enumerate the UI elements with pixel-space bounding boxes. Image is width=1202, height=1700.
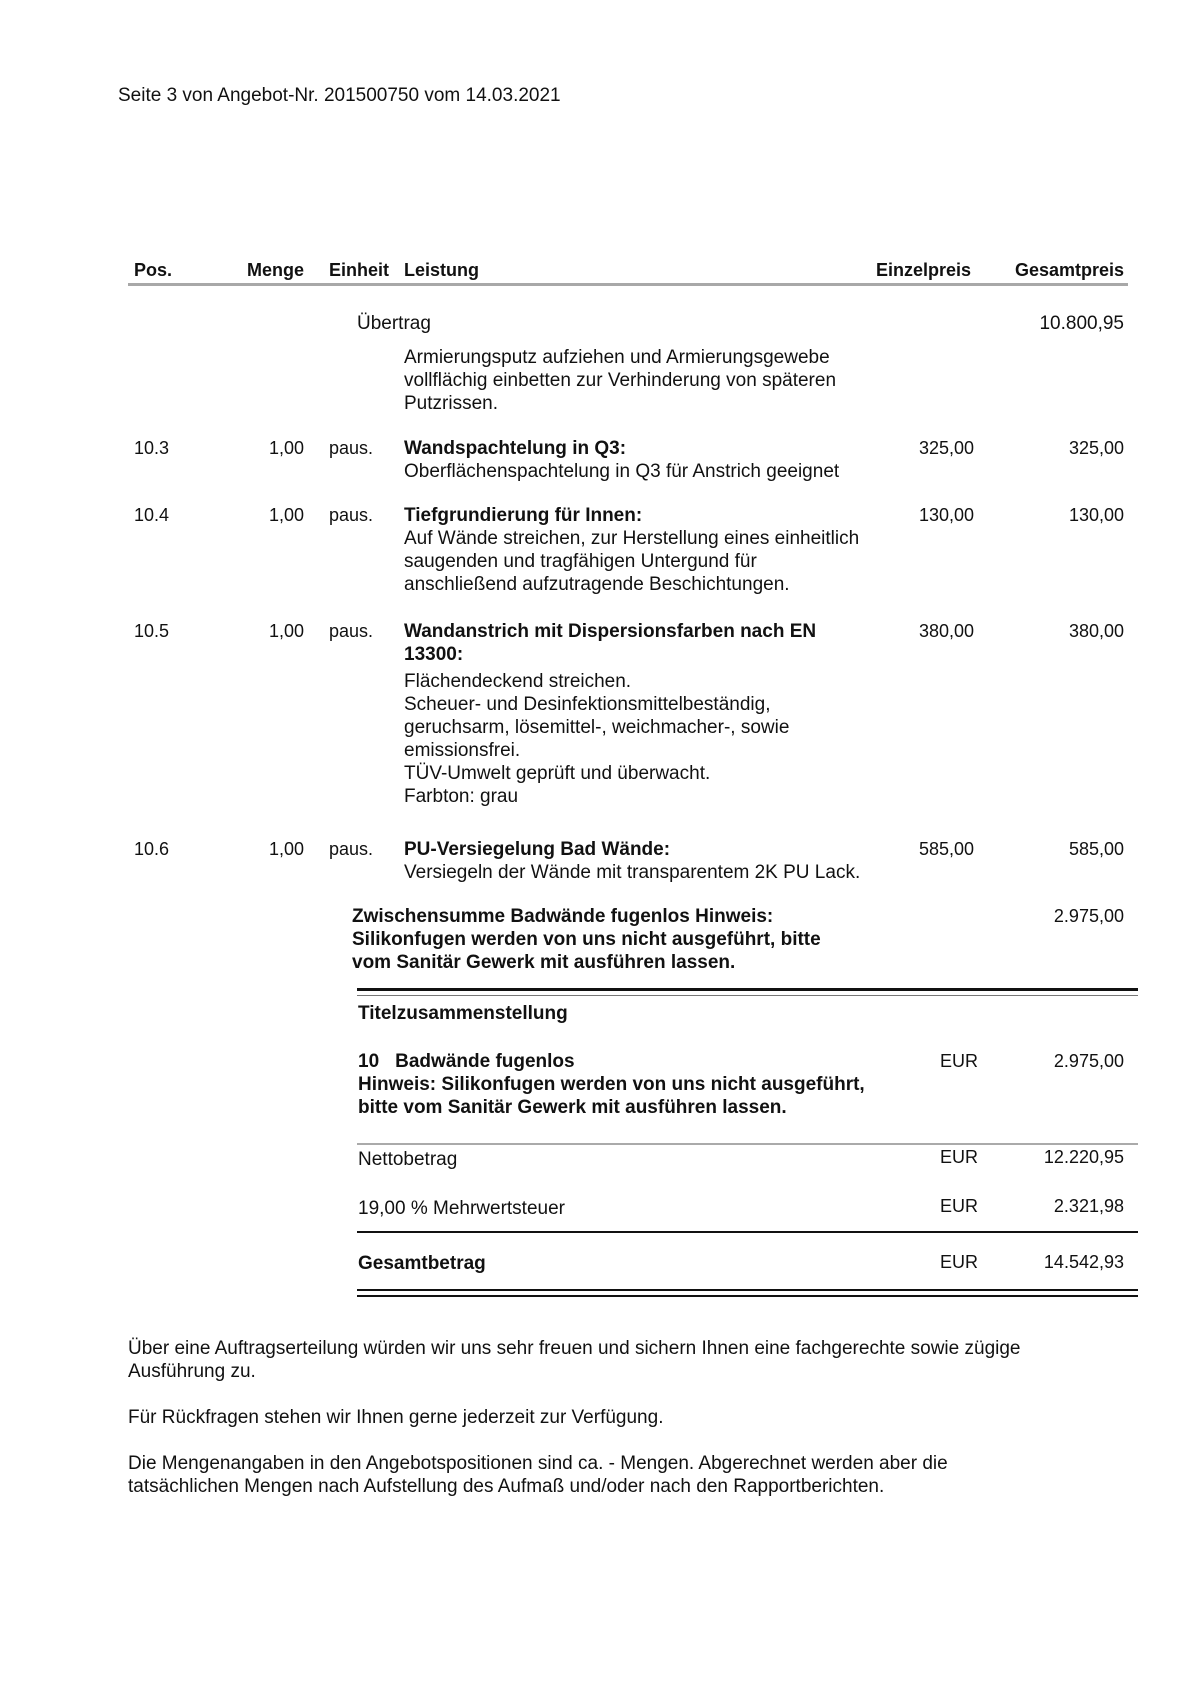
column-header-leistung: Leistung [404, 260, 479, 280]
closing-line: Für Rückfragen stehen wir Ihnen gerne jederzeit zur Verfügung. [128, 1407, 664, 1428]
carryover-value: 10.800,95 [1039, 313, 1124, 334]
net-currency: EUR [940, 1147, 979, 1167]
total-divider-top [357, 1231, 1138, 1233]
title-currency: EUR [940, 1051, 979, 1071]
net-divider [357, 1143, 1138, 1145]
closing-paragraph [128, 1452, 948, 1498]
row-leistung [404, 620, 816, 808]
row-einzelpreis: 585,00 [918, 839, 974, 859]
row-einheit: paus. [329, 621, 374, 641]
row-einzelpreis: 325,00 [918, 438, 974, 458]
row-pos: 10.3 [134, 438, 170, 458]
title-note-line: bitte vom Sanitär Gewerk mit ausführen lassen. [358, 1097, 787, 1118]
description-line: Putzrissen. [404, 393, 498, 414]
row-einheit: paus. [329, 839, 374, 859]
subtotal-line: Zwischensumme Badwände fugenlos Hinweis: [352, 906, 774, 927]
description-line: emissionsfrei. [404, 740, 521, 761]
total-value: 14.542,93 [1043, 1252, 1124, 1272]
subtotal-line: vom Sanitär Gewerk mit ausführen lassen. [352, 952, 736, 973]
summary-heading: Titelzusammenstellung [358, 1003, 568, 1024]
summary-title-row [358, 1050, 865, 1119]
vat-currency: EUR [940, 1196, 979, 1216]
closing-line: Ausführung zu. [128, 1361, 256, 1382]
net-label: Nettobetrag [358, 1149, 458, 1170]
closing-line: Die Mengenangaben in den Angebotspositionen sind ca. - Mengen. Abgerechnet werden aber die [128, 1453, 948, 1474]
subtotal-line: Silikonfugen werden von uns nicht ausgeführt, bitte [352, 929, 821, 950]
description-line: saugenden und tragfähigen Untergund für [404, 551, 757, 572]
subtotal-label [352, 905, 821, 974]
description-line: anschließend aufzutragende Beschichtungen. [404, 574, 790, 595]
row-title: PU-Versiegelung Bad Wände: [404, 839, 671, 860]
row-pos: 10.4 [134, 505, 170, 525]
row-leistung [404, 838, 860, 884]
description-line: Versiegeln der Wände mit transparentem 2K PU Lack. [404, 862, 861, 883]
column-header-einzelpreis: Einzelpreis [875, 260, 971, 280]
row-leistung [404, 504, 859, 596]
column-header-menge: Menge [246, 260, 304, 280]
description-line: Farbton: grau [404, 786, 519, 807]
page-header: Seite 3 von Angebot-Nr. 201500750 vom 14.03.2021 [118, 85, 561, 106]
row-einheit: paus. [329, 438, 374, 458]
row-einheit: paus. [329, 505, 374, 525]
closing-paragraph [128, 1337, 1021, 1383]
carryover-description [404, 346, 836, 415]
title-name: Badwände fugenlos [395, 1051, 575, 1072]
closing-line: tatsächlichen Mengen nach Aufstellung des Aufmaß und/oder nach den Rapportberichten. [128, 1476, 885, 1497]
subtotal-value: 2.975,00 [1053, 906, 1124, 926]
total-divider-bottom-1 [357, 1289, 1138, 1291]
row-einzelpreis: 130,00 [918, 505, 974, 525]
header-divider [128, 283, 1128, 286]
total-divider-bottom-2 [357, 1295, 1138, 1297]
row-leistung [404, 437, 839, 483]
row-gesamtpreis: 130,00 [1068, 505, 1124, 525]
title-value: 2.975,00 [1053, 1051, 1124, 1071]
description-line: Scheuer- und Desinfektionsmittelbeständig, [404, 694, 771, 715]
closing-line: Über eine Auftragserteilung würden wir uns sehr freuen und sichern Ihnen eine fachgerechte sowie zügige [128, 1338, 1021, 1359]
row-gesamtpreis: 325,00 [1068, 438, 1124, 458]
row-title: 13300: [404, 644, 464, 665]
description-line: Flächendeckend streichen. [404, 671, 632, 692]
total-currency: EUR [940, 1252, 979, 1272]
row-title: Wandanstrich mit Dispersionsfarben nach EN [404, 621, 817, 642]
row-title: Wandspachtelung in Q3: [404, 438, 627, 459]
description-line: TÜV-Umwelt geprüft und überwacht. [404, 763, 711, 784]
row-menge: 1,00 [268, 505, 304, 525]
row-gesamtpreis: 380,00 [1068, 621, 1124, 641]
description-line: Oberflächenspachtelung in Q3 für Anstrich geeignet [404, 461, 840, 482]
total-label: Gesamtbetrag [358, 1253, 486, 1274]
description-line: Auf Wände streichen, zur Herstellung eines einheitlich [404, 528, 860, 549]
row-menge: 1,00 [268, 438, 304, 458]
net-value: 12.220,95 [1043, 1147, 1124, 1167]
row-title: Tiefgrundierung für Innen: [404, 505, 643, 526]
row-menge: 1,00 [268, 621, 304, 641]
summary-divider-thin [357, 995, 1138, 996]
title-note-line: Hinweis: Silikonfugen werden von uns nicht ausgeführt, [358, 1074, 865, 1095]
closing-paragraph [128, 1406, 663, 1429]
column-header-gesamtpreis: Gesamtpreis [1014, 260, 1124, 280]
summary-divider-thick [357, 988, 1138, 991]
row-pos: 10.5 [134, 621, 170, 641]
vat-label: 19,00 % Mehrwertsteuer [358, 1198, 565, 1219]
column-header-pos: Pos. [134, 260, 173, 280]
row-pos: 10.6 [134, 839, 170, 859]
description-line: Armierungsputz aufziehen und Armierungsgewebe [404, 347, 830, 368]
description-line: vollflächig einbetten zur Verhinderung von späteren [404, 370, 837, 391]
row-einzelpreis: 380,00 [918, 621, 974, 641]
row-menge: 1,00 [268, 839, 304, 859]
title-number: 10 [358, 1051, 380, 1072]
row-gesamtpreis: 585,00 [1068, 839, 1124, 859]
vat-value: 2.321,98 [1053, 1196, 1124, 1216]
column-header-einheit: Einheit [329, 260, 390, 280]
description-line: geruchsarm, lösemittel-, weichmacher-, sowie [404, 717, 790, 738]
carryover-label: Übertrag [357, 313, 431, 334]
